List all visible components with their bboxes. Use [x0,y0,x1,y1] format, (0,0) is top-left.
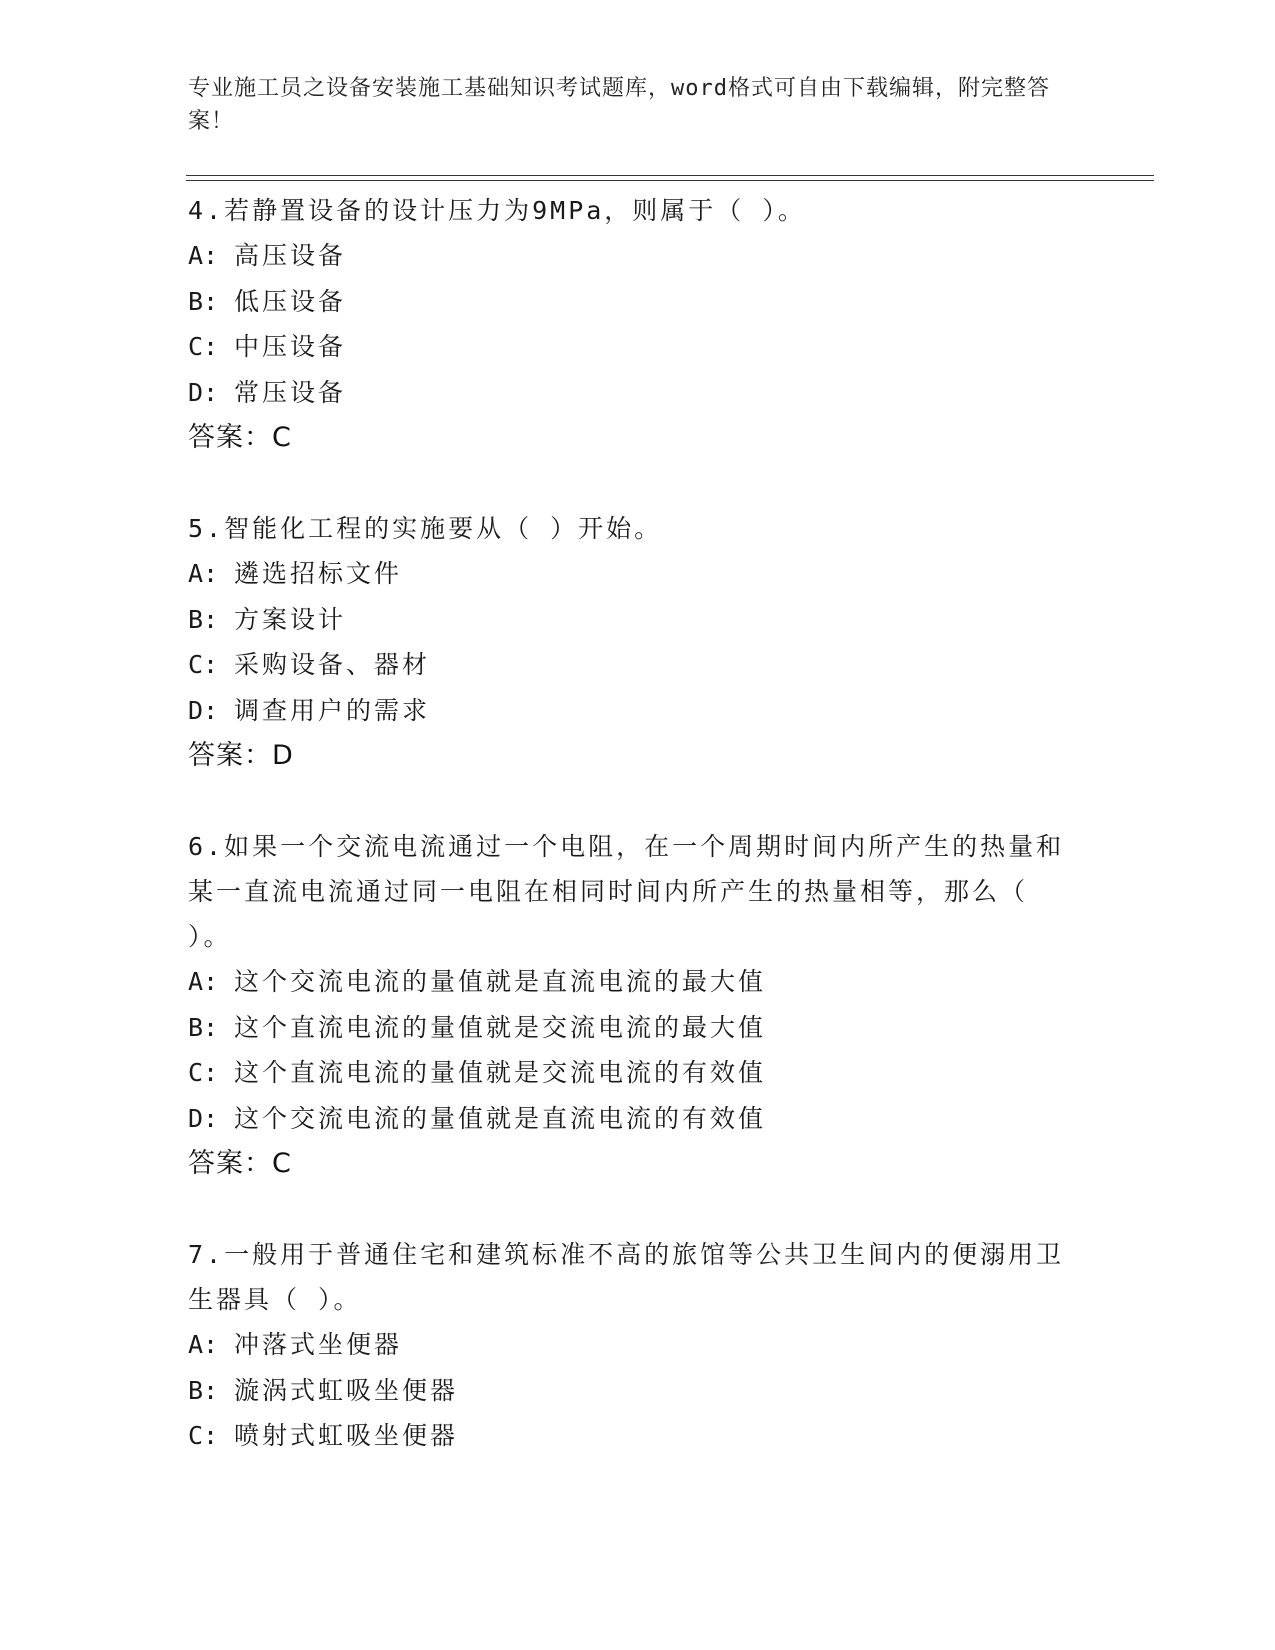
option-c [188,642,1088,688]
option-b [188,597,1088,643]
option-text: 高压设备 [234,241,347,270]
option-d [188,370,1088,416]
question-list [188,188,1088,1459]
option-b [188,1368,1088,1414]
option-key: D: [188,1103,219,1133]
option-key: C: [188,332,219,361]
option-a [188,551,1088,597]
option-text: 中压设备 [234,332,347,361]
answer-line: 答案：C [188,1148,292,1179]
option-d [188,1096,1088,1142]
question-spacer [188,460,1088,506]
answer-line: 答案：D [188,740,294,771]
header-divider [186,175,1154,181]
option-key: A: [188,1330,219,1359]
option-text: 方案设计 [234,604,347,634]
question-stem: 6.如果一个交流电流通过一个电阻，在一个周期时间内所产生的热量和某一直流电流通过同一电阻在相同时间内所产生的热量相等，那么（ ）。 [188,832,1065,951]
option-key: B: [188,1375,219,1405]
option-key: B: [188,1012,219,1042]
option-c [188,1050,1088,1096]
option-text: 这个交流电流的量值就是直流电流的最大值 [234,967,767,996]
option-c [188,324,1088,370]
option-c [188,1413,1088,1459]
option-key: B: [188,604,219,634]
option-key: A: [188,967,219,996]
question-stem: 4.若静置设备的设计压力为9MPa，则属于（ ）。 [188,196,806,225]
option-a [188,233,1088,279]
option-a [188,1322,1088,1368]
question-7 [188,1232,1088,1459]
question-spacer [188,778,1088,824]
option-key: C: [188,1421,219,1450]
option-key: A: [188,559,219,588]
option-a [188,959,1088,1005]
option-key: C: [188,650,219,679]
option-b [188,279,1088,325]
option-text: 常压设备 [234,377,347,407]
option-text: 喷射式虹吸坐便器 [234,1421,459,1450]
option-key: B: [188,286,219,316]
question-4 [188,188,1088,460]
option-key: D: [188,377,219,407]
document-header: 专业施工员之设备安装施工基础知识考试题库，word格式可自由下载编辑，附完整答案！ [188,76,1050,134]
option-text: 低压设备 [234,286,347,316]
option-text: 这个直流电流的量值就是交流电流的最大值 [234,1012,767,1042]
question-stem: 5.智能化工程的实施要从（ ）开始。 [188,514,663,543]
option-key: D: [188,695,219,725]
option-text: 调查用户的需求 [234,695,431,725]
option-text: 采购设备、器材 [234,650,431,679]
answer-line: 答案：C [188,422,292,453]
option-b [188,1005,1088,1051]
question-stem: 7.一般用于普通住宅和建筑标准不高的旅馆等公共卫生间内的便溺用卫生器具（ ）。 [188,1240,1065,1314]
option-key: A: [188,241,219,270]
option-text: 遴选招标文件 [234,559,403,588]
question-6 [188,824,1088,1186]
question-5 [188,506,1088,778]
question-spacer [188,1186,1088,1232]
option-text: 这个交流电流的量值就是直流电流的有效值 [234,1103,767,1133]
option-d [188,688,1088,734]
option-key: C: [188,1058,219,1087]
option-text: 漩涡式虹吸坐便器 [234,1375,459,1405]
option-text: 这个直流电流的量值就是交流电流的有效值 [234,1058,767,1087]
option-text: 冲落式坐便器 [234,1330,403,1359]
